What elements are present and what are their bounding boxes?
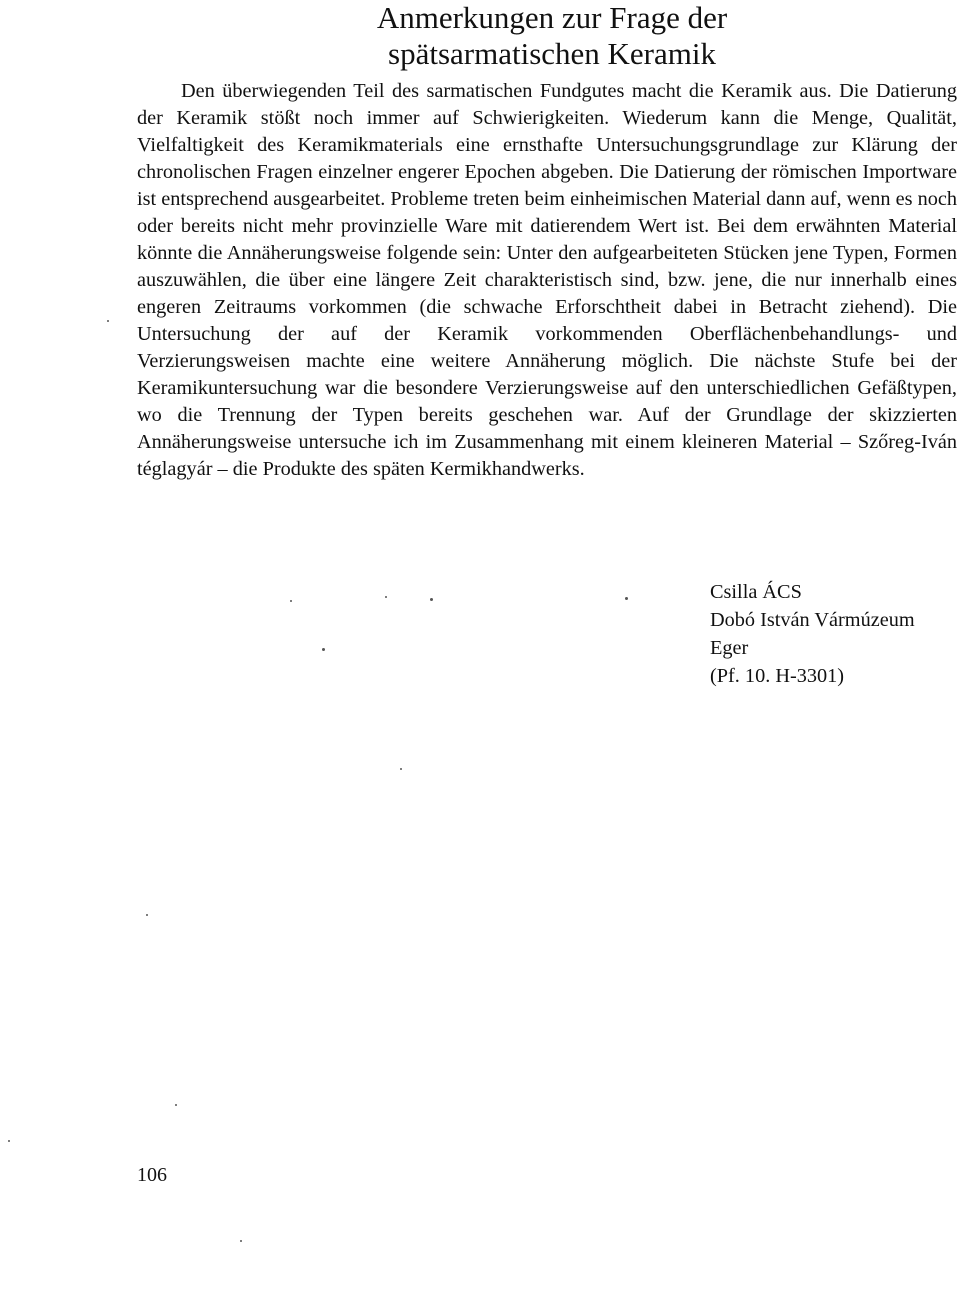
scan-speck	[175, 1104, 177, 1106]
article-title-line-1: Anmerkungen zur Frage der	[376, 0, 728, 35]
scan-speck	[400, 768, 402, 770]
author-signature-block	[710, 578, 960, 690]
article-body-paragraph: Den überwiegenden Teil des sarmatischen Fundgutes macht die Keramik aus. Die Datierung der Keramik stößt noch immer auf Schwierigkeiten. Wiederum kann die Menge, Qualität, Vielfaltigkeit des Keramikmaterials eine ernsthafte Untersuchungsgrundlage zur Klärung der chronolischen Fragen einzelner engerer Epochen abgeben. Die Datierung der römischen Importware ist entsprechend ausgearbeitet. Probleme treten beim einheimischen Material dann auf, wenn es noch oder bereits nicht mehr provinzielle Ware mit datierendem Wert ist. Bei dem erwähnten Material könnte die Annäherungsweise folgende sein: Unter den aufgearbeiteten Stücken jene Typen, Formen auszuwählen, die über eine längere Zeit charakteristisch sind, bzw. jene, die nur innerhalb eines engeren Zeitraums vorkommen (die schwache Erforschtheit dabei in Betracht ziehend). Die Untersuchung der auf der Keramik vorkommenden Oberflächenbehandlungs- und Verzierungsweisen machte eine weitere Annäherung möglich. Die nächste Stufe bei der Keramikuntersuchung war die besondere Verzierungsweise auf den unterschiedlichen Gefäßtypen, wo die Trennung der Typen bereits geschehen war. Auf der Grundlage der skizzierten Annäherungsweise untersuche ich im Zusammenhang mit einem kleineren Material – Szőreg-Iván téglagyár – die Produkte des späten Kermikhandwerks.	[137, 80, 957, 480]
scan-speck	[430, 598, 433, 601]
scan-speck	[625, 597, 628, 600]
scan-speck	[107, 320, 109, 322]
author-address: (Pf. 10. H-3301)	[710, 665, 845, 687]
author-institution: Dobó István Vármúzeum	[710, 609, 915, 631]
scan-speck	[290, 600, 292, 602]
page-number: 106	[137, 1164, 167, 1186]
article-title-line-2: spätsarmatischen Keramik	[388, 36, 716, 71]
scan-speck	[146, 914, 148, 916]
author-name: Csilla ÁCS	[710, 581, 802, 603]
scan-speck	[240, 1240, 242, 1242]
scan-speck	[8, 1140, 10, 1142]
scan-speck	[322, 648, 325, 651]
article-title	[232, 0, 872, 72]
author-city: Eger	[710, 637, 749, 659]
scan-speck	[385, 596, 387, 598]
